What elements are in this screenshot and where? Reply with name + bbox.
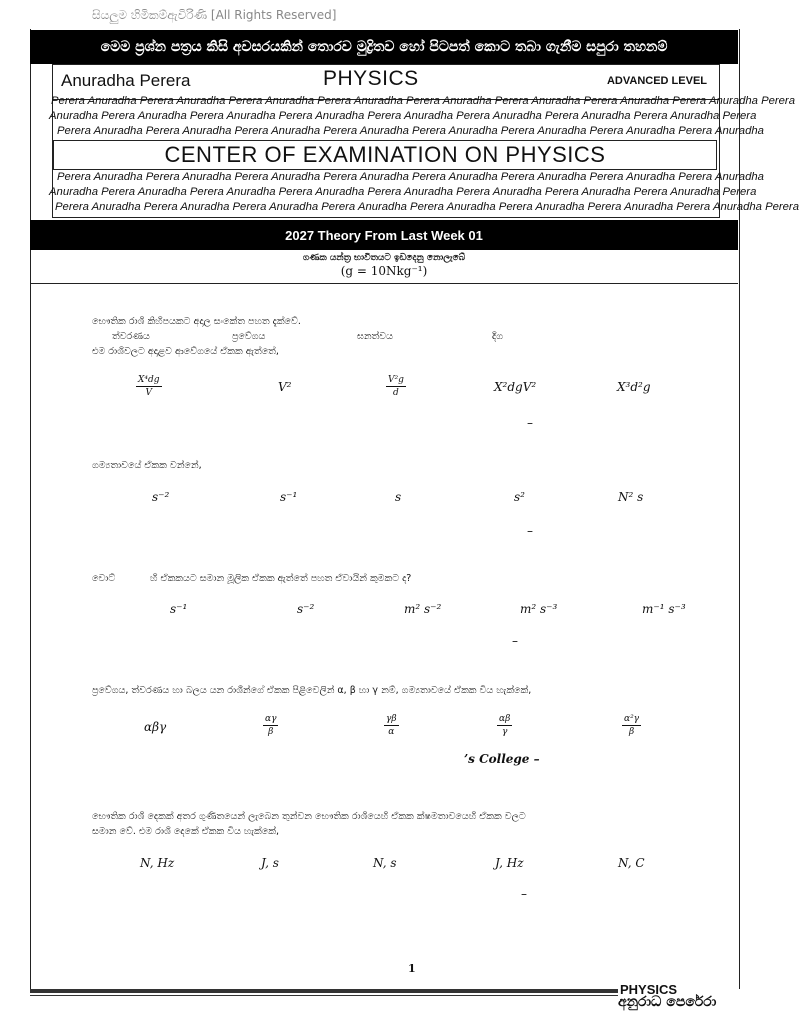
q2-text: ගම්‍යතාවයේ ඒකක වන්නේ, [92, 460, 202, 471]
footer-logo: අනුරාධ පෙරේරා [618, 994, 717, 1010]
subject-title: PHYSICS [323, 67, 419, 90]
q5-option-3: N, s [373, 856, 397, 870]
q3-text-a: වොට් [92, 573, 116, 584]
q2-option-2: s⁻¹ [280, 490, 298, 504]
q1-option-5: X³d²g [617, 380, 651, 394]
q5-option-5: N, C [618, 856, 645, 870]
level-label: ADVANCED LEVEL [606, 75, 707, 87]
copyright-notice: සියලුම හිමිකම්ඇවිරිණි [All Rights Reserved] [92, 8, 337, 22]
q5-option-1: N, Hz [140, 856, 175, 870]
q3-option-3: m² s⁻² [404, 602, 442, 616]
q4-text: ප්‍රවේගය, ත්වරණය හා බලය යන රාශීන්ගේ ඒකක පිළිවෙලින් α, β හා γ නම්, ගම්‍යතාවයේ ඒකක විය හැක්කේ, [92, 685, 532, 696]
footer-subject: PHYSICS [620, 982, 678, 997]
instructions-box [30, 250, 738, 284]
q4-option-3: $\frac{\gamma\beta}{\alpha}$ [386, 714, 397, 737]
q1-dash: – [527, 416, 533, 430]
q3-option-4: m² s⁻³ [520, 602, 558, 616]
watermark-block [49, 95, 799, 218]
restriction-banner: මෙම ප්‍රශ්න පත්‍රය කිසි අවසරයකින් තොරව මුද්‍රිතව හෝ පිටපත් කොට තබා ගැනීම සපුරා තහනම් [30, 30, 738, 64]
q4-option-1: αβγ [144, 720, 167, 734]
q3-option-2: s⁻² [297, 602, 315, 616]
q5-option-2: J, s [261, 856, 279, 870]
q5-text-2: සමාන වේ. එම රාශි දෙකේ ඒකක විය හැක්කේ, [92, 826, 279, 837]
calculator-note: ගණක යන්ත්‍ර භාවිතයට ඉඩදෙනු නොලැබේ [302, 253, 466, 263]
watermark-line: Perera Anuradha Perera Anuradha Perera Anuradha Perera Anuradha Perera Anuradha Perera Anuradha Perera Anuradha Perera Anuradha Perera [55, 201, 799, 213]
q3-text-b: හි ඒකකයට සමාන මූලික ඒකක ඇත්තේ පහත ඒවායින් කුමකට ද? [150, 573, 412, 584]
q1-option-2: V² [278, 380, 292, 394]
center-title: CENTER OF EXAMINATION ON PHYSICS [53, 140, 717, 170]
page-number: 1 [408, 962, 416, 975]
q4-option-2: $\frac{\alpha\gamma}{\beta}$ [265, 714, 277, 737]
footer-rule [30, 989, 618, 993]
q3-dash: – [512, 634, 518, 648]
watermark-line: Anuradha Perera Anuradha Perera Anuradha Perera Anuradha Perera Anuradha Perera Anuradha Perera Anuradha Perera Anuradha Perera [49, 186, 757, 198]
q5-dash: – [521, 887, 527, 901]
q2-option-4: s² [514, 490, 525, 504]
q2-option-1: s⁻² [152, 490, 170, 504]
q4-option-5: $\frac{\text{α²γ}}{\beta}$ [624, 714, 640, 737]
q2-dash: – [527, 524, 533, 538]
q1-symbol-acceleration: ත්වරණය [112, 331, 150, 342]
q1-option-4: X²dgV² [494, 380, 537, 394]
footer-rule-thin [30, 995, 618, 996]
q2-option-5: N² s [618, 490, 644, 504]
college-label: ’s College – [464, 752, 540, 766]
watermark-line: Perera Anuradha Perera Anuradha Perera Anuradha Perera Anuradha Perera Anuradha Perera Anuradha Perera Anuradha Perera Anuradha [57, 125, 764, 137]
watermark-line: Anuradha Perera Anuradha Perera Anuradha Perera Anuradha Perera Anuradha Perera Anuradha Perera Anuradha Perera Anuradha Perera [49, 110, 757, 122]
author-name: Anuradha Perera [61, 71, 191, 90]
q3-option-1: s⁻¹ [170, 602, 188, 616]
q1-option-3: $\frac{\text{V²g}}{d}$ [388, 375, 404, 398]
watermark-line: Perera Anuradha Perera Anuradha Perera Anuradha Perera Anuradha Perera Anuradha Perera Anuradha Perera Anuradha Perera Anuradha Perera [51, 95, 795, 107]
q3-option-5: m⁻¹ s⁻³ [642, 602, 686, 616]
watermark-line: Perera Anuradha Perera Anuradha Perera Anuradha Perera Anuradha Perera Anuradha Perera Anuradha Perera Anuradha Perera Anuradha [57, 171, 764, 183]
q1-option-1: $\frac{\text{X⁴dg}}{V}$ [138, 375, 160, 398]
q5-text: භෞතික රාශි දෙකක් අතර ගුණිතයෙන් ලැබෙන තුන්වන භෞතික රාශියෙහි ඒකක ක්ෂමතාවයෙහි ඒකක වලට [92, 811, 526, 822]
q1-text: භෞතික රාශි කිහිපයකට අදාල සංකේත පහත දැක්වේ. [92, 316, 301, 327]
q1-symbol-length: දිග [492, 331, 504, 342]
q1-symbol-density: ඝනත්වය [357, 331, 393, 342]
q1-symbol-velocity: ප්‍රවේගය [232, 331, 266, 342]
week-title-bar: 2027 Theory From Last Week 01 [30, 220, 738, 250]
gravity-note: (g = 10Nkg⁻¹) [340, 264, 428, 278]
q5-option-4: J, Hz [495, 856, 524, 870]
q1-text-2: එම රාශිවලට අදාළව ආවේගයේ ඒකක ඇත්තේ, [92, 346, 279, 357]
q2-option-3: s [395, 490, 402, 504]
q4-option-4: $\frac{\alpha\beta}{\gamma}$ [499, 714, 511, 737]
